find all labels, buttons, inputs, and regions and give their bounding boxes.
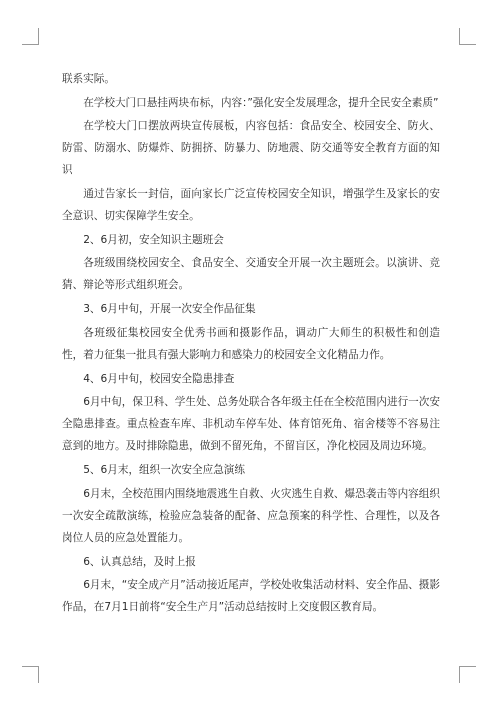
paragraph: 各班级征集校园安全优秀书画和摄影作品，调动广大师生的积极性和创造性，着力征集一批具有强大影响力和感染力的校园安全文化精品力作。 <box>62 326 440 361</box>
crop-mark-top-right <box>459 28 476 45</box>
crop-mark-bottom-left <box>22 666 39 683</box>
paragraph: 联系实际。 <box>62 73 115 85</box>
paragraph: 6月中旬，保卫科、学生处、总务处联合各年级主任在全校范围内进行一次安全隐患排查。重点检查车库、非机动车停车处、体育馆死角、宿舍楼等不容易注意到的地方。及时排除隐患，做到不留死角，不留盲区，净化校园及周边环境。 <box>62 396 440 452</box>
paragraph: 各班级围绕校园安全、食品安全、交通安全开展一次主题班会。以演讲、竞猜、辩论等形式组织班会。 <box>62 257 440 291</box>
crop-mark-top-left <box>22 28 39 45</box>
paragraph: 通过告家长一封信，面向家长广泛宣传校园安全知识，增强学生及家长的安全意识、切实保障学生安全。 <box>62 187 440 222</box>
crop-mark-bottom-right <box>459 666 476 683</box>
section-heading: 4、6月中旬，校园安全隐患排查 <box>83 372 235 385</box>
paragraph: 在学校大门口悬挂两块布标，内容：”强化安全发展理念，提升全民安全素质” <box>83 96 439 109</box>
section-heading: 6、认真总结，及时上报 <box>83 555 196 568</box>
paragraph: 6月末，全校范围内围绕地震逃生自救、火灾逃生自救、爆恐袭击等内容组织一次安全疏散演练，检验应急装备的配备、应急预案的科学性、合理性，以及各岗位人员的应急处置能力。 <box>62 487 440 544</box>
paragraph: 在学校大门口摆放两块宣传展板，内容包括：食品安全、校园安全、防火、防雷、防溺水、防爆炸、防拥挤、防暴力、防地震、防交通等安全教育方面的知识 <box>62 120 440 176</box>
section-heading: 5、6月末，组织一次安全应急演练 <box>83 464 245 476</box>
paragraph: 6月末，“安全成产月”活动接近尾声，学校处收集活动材料、安全作品、摄影作品，在7月1日前将“安全生产月”活动总结按时上交度假区教育局。 <box>62 579 440 613</box>
document-body <box>62 68 440 620</box>
section-heading: 3、6月中旬，开展一次安全作品征集 <box>83 303 256 315</box>
section-heading: 2、6月初，安全知识主题班会 <box>83 233 224 246</box>
